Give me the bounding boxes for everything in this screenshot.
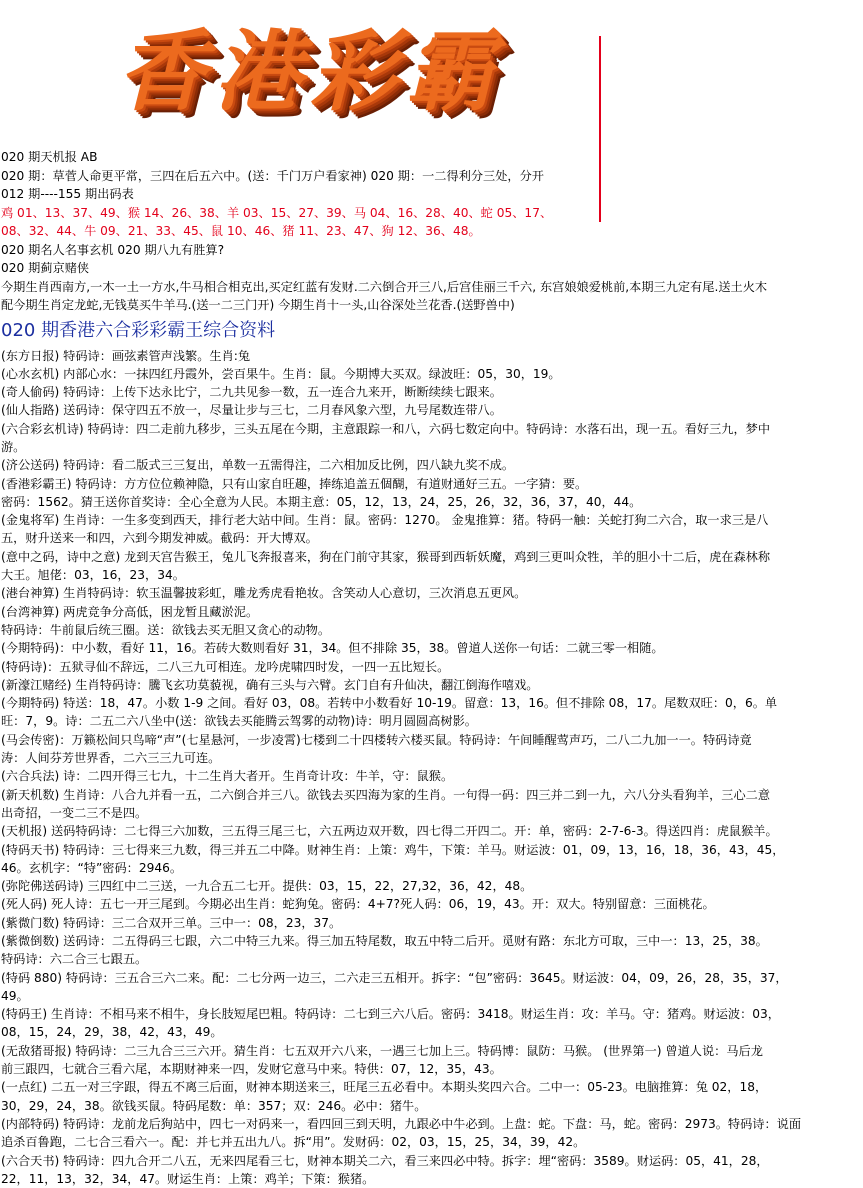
body-line: (东方日报) 特码诗：画弦素管声浅繁。生肖:兔 (1, 347, 861, 365)
body-line: 49。 (1, 987, 861, 1005)
body-line: (新濠江赌经) 生肖特码诗：騰飞玄功莫藐视，确有三头与六臂。玄门自有升仙决，翻江倒海作嘻戏。 (1, 676, 861, 694)
header-line: 鸡 01、13、37、49、猴 14、26、38、羊 03、15、27、39、马 04、16、28、40、蛇 05、17、 (1, 204, 861, 223)
body-line: 特码诗：牛前鼠后统三圈。送：欲钱去买无胆又贪心的动物。 (1, 621, 861, 639)
body-line: (仙人指路) 送码诗：保守四五不放一，尽量让步与三七，二月春风象六型，九号尾数连带八。 (1, 401, 861, 419)
content (1, 148, 861, 1188)
body-line: (六合彩玄机诗) 特码诗：四二走前九移步，三头五尾在今期，主意跟踪一和八，六码七数定向中。特码诗：水落石出，现一五。看好三九，梦中 (1, 420, 861, 438)
banner-title: 香港彩霸 (118, 2, 502, 128)
banner (0, 0, 863, 148)
body-line: 五，财升送来一和四，六到今期发神威。截码：开大博双。 (1, 529, 861, 547)
body-line: 08，15，24，29，38，42，43，49。 (1, 1023, 861, 1041)
body-line: (内部特码) 特码诗：龙前龙后狗站中，四七一对码来一，看四回三到天明，九跟必中牛必到。上盘：蛇。下盘：马，蛇。密码：2973。特码诗：说面 (1, 1115, 861, 1133)
body-line: (台湾神算) 两虎竞争分高低，困龙暂且藏淤泥。 (1, 603, 861, 621)
body-line: 游。 (1, 438, 861, 456)
body-line: 前三跟四，七就合三看六尾，本期财神来一四，发财它意马中来。特供：07，12，35，43。 (1, 1060, 861, 1078)
header-line: 020 期天机报 AB (1, 148, 861, 167)
body-line: (济公送码) 特码诗：看二版式三三复出，单数一五需得注，二六相加反比例，四八缺九奖不成。 (1, 456, 861, 474)
body-line: 46。玄机字：“特”密码：2946。 (1, 859, 861, 877)
body-line: (今期特码)：中小数，看好 11，16。若砖大数则看好 31，34。但不排除 35，38。曾道人送你一句话：二就三零一相随。 (1, 639, 861, 657)
body-line: 旺：7，9。诗：二五二六八坐中(送：欲钱去买能腾云驾雾的动物)诗：明月圆圆高树影。 (1, 712, 861, 730)
body-line: (六合兵法) 诗：二四开得三七九，十二生肖大者开。生肖奇计攻：牛羊，守：鼠猴。 (1, 767, 861, 785)
body-line: 大王。旭佬：03，16，23，34。 (1, 566, 861, 584)
body-line: (新天机数) 生肖诗：八合九并看一五，二六倒合并三八。欲钱去买四海为家的生肖。一句得一码：四三并二到一九，六八分头看狗羊，三心二意 (1, 786, 861, 804)
body-line: (一点红) 二五一对三字跟，得五不离三后面，财神本期送来三，旺尾三五必看中。本期头奖四六合。二中一：05-23。电脑推算：兔 02，18， (1, 1078, 861, 1096)
body-line: 30，29，24，38。欲钱买鼠。特码尾数：单：357；双：246。必中：猪牛。 (1, 1097, 861, 1115)
body-line: (今期特码) 特送：18，47。小数 1-9 之间。看好 03，08。若转中小数看好 10-19。留意：13，16。但不排除 08，17。尾数双旺：0，6。单 (1, 694, 861, 712)
header-line: 020 期蓟京赌侠 (1, 259, 861, 278)
header-line: 012 期----155 期出码表 (1, 185, 861, 204)
body-line: (紫微倒数) 送码诗：二五得码三七跟，六二中特三九来。得三加五特尾数，取五中特二后开。觅财有路：东北方可取，三中一：13，25，38。 (1, 932, 861, 950)
body-line: (死人码) 死人诗：五七一开三尾到。今期必出生肖：蛇狗兔。密码：4+7?死人码：06，19，43。开：双大。特别留意：三面桃花。 (1, 895, 861, 913)
body-line: (天机报) 送码特码诗：二七得三六加数，三五得三尾三七，六五两边双开数，四七得二开四二。开：单，密码：2-7-6-3。得送四肖：虎鼠猴羊。 (1, 822, 861, 840)
body-line: (港台神算) 生肖特码诗：软玉温馨披彩虹，雕龙秀虎看艳妆。含笑动人心意切，三次消息五更风。 (1, 584, 861, 602)
body-line: 出奇招，一变二三不是四。 (1, 804, 861, 822)
body-line: (无敌猪哥报) 特码诗：二三九合三三六开。猜生肖：七五双开六八来，一遇三七加上三。特码博：鼠防：马猴。 (世界第一) 曾道人说：马后龙 (1, 1042, 861, 1060)
header-line: 08、32、44、牛 09、21、33、45、鼠 10、46、猪 11、23、47、狗 12、36、48。 (1, 222, 861, 241)
body-line: (马会传密)：万籁松间只鸟啼“声”(七星悬河，一步凌霄)七楼到二十四楼转六楼买鼠。特码诗：午间睡醒莺声巧，二八二九加一一。特码诗竟 (1, 731, 861, 749)
body-line: (紫微门数) 特码诗：三二合双开三单。三中一：08，23，37。 (1, 914, 861, 932)
body-line: 22，11，13，32，34，47。财运生肖：上策：鸡羊；下策：猴猪。 (1, 1170, 861, 1188)
body-line: (金鬼将军) 生肖诗：一生多变到西天，排行老大站中间。生肖：鼠。密码：1270。 金鬼推算：猪。特码一触：关蛇打狗二六合，取一求三是八 (1, 511, 861, 529)
body-line: (特码天书) 特码诗：三七得来三九数，得三并五二中降。财神生肖：上策：鸡牛，下策：羊马。财运波：01，09，13，16，18，36，43，45， (1, 841, 861, 859)
body-line: (弥陀佛送码诗) 三四红中二三送，一九合五二七开。提供：03，15，22，27,32，36，42，48。 (1, 877, 861, 895)
header-lines (1, 148, 861, 315)
header-line: 今期生肖西南方,一木一土一方水,牛马相合相克出,买定红蓝有发财.二六倒合开三八,后宫佳丽三千六, 东宫娘娘爱桃前,本期三九定有尾.送土火木 (1, 278, 861, 297)
main-title: 020 期香港六合彩彩霸王综合资料 (1, 315, 861, 347)
body-line: 追杀百鲁跑，二七合三看六一。配：并七并五出九八。拆“用”。发财码：02，03，15，25，34，39，42。 (1, 1133, 861, 1151)
header-line: 020 期名人名事玄机 020 期八九有胜算? (1, 241, 861, 260)
body-line: (特码王) 生肖诗：不相马来不相牛，身长肢短尾巴粗。特码诗：二七到三六八后。密码：3418。财运生肖：攻：羊马。守：猪鸡。财运波：03， (1, 1005, 861, 1023)
body-line: (六合天书) 特码诗：四九合开二八五，无来四尾看三七，财神本期关二六，看三来四必中特。拆字：埋“密码：3589。财运码：05，41，28， (1, 1152, 861, 1170)
body-line: (特码 880) 特码诗：三五合三六二来。配：二七分两一边三，二六走三五相开。拆字：“包”密码：3645。财运波：04，09，26，28，35，37， (1, 969, 861, 987)
body-line: (香港彩霸王) 特码诗：方方位位赖神隐，只有山家自旺趣，捧练追盖五個醐，有道财通好三五。一字猜：要。 (1, 475, 861, 493)
body-line: 特码诗：六二合三七跟五。 (1, 950, 861, 968)
header-line: 020 期：草菅人命更平常，三四在后五六中。(送：千门万户看家神) 020 期：一二得利分三处，分开 (1, 167, 861, 186)
body-line: (奇人偷码) 特码诗：上传下达永比宁，二九共见参一数，五一连合九来开，断断续续七跟来。 (1, 383, 861, 401)
header-line: 配今期生肖定龙蛇,无钱莫买牛羊马.(送一二三门开) 今期生肖十一头,山谷深处兰花香.(送野兽中) (1, 296, 861, 315)
body-line: (特码诗)：五狱寻仙不辞远，二八三九可相连。龙吟虎啸四时发，一四一五比短长。 (1, 658, 861, 676)
body-line: (心水玄机) 内部心水：一抹四红丹霞外，尝百果牛。生肖：鼠。今期博大买双。绿波旺：05，30，19。 (1, 365, 861, 383)
body-lines (1, 347, 861, 1188)
body-line: (意中之码，诗中之意) 龙到天宫告猴王，兔儿飞奔报喜来，狗在门前守其家，猴哥到西斩妖魔，鸡到三更叫众牲，羊的胆小十二后，虎在森林称 (1, 548, 861, 566)
body-line: 密码：1562。猜王送你首奖诗：全心全意为人民。本期主意：05，12，13，24，25，26，32，36，37，40，44。 (1, 493, 861, 511)
body-line: 涛：人间芬芳世界香，二六三三九可连。 (1, 749, 861, 767)
